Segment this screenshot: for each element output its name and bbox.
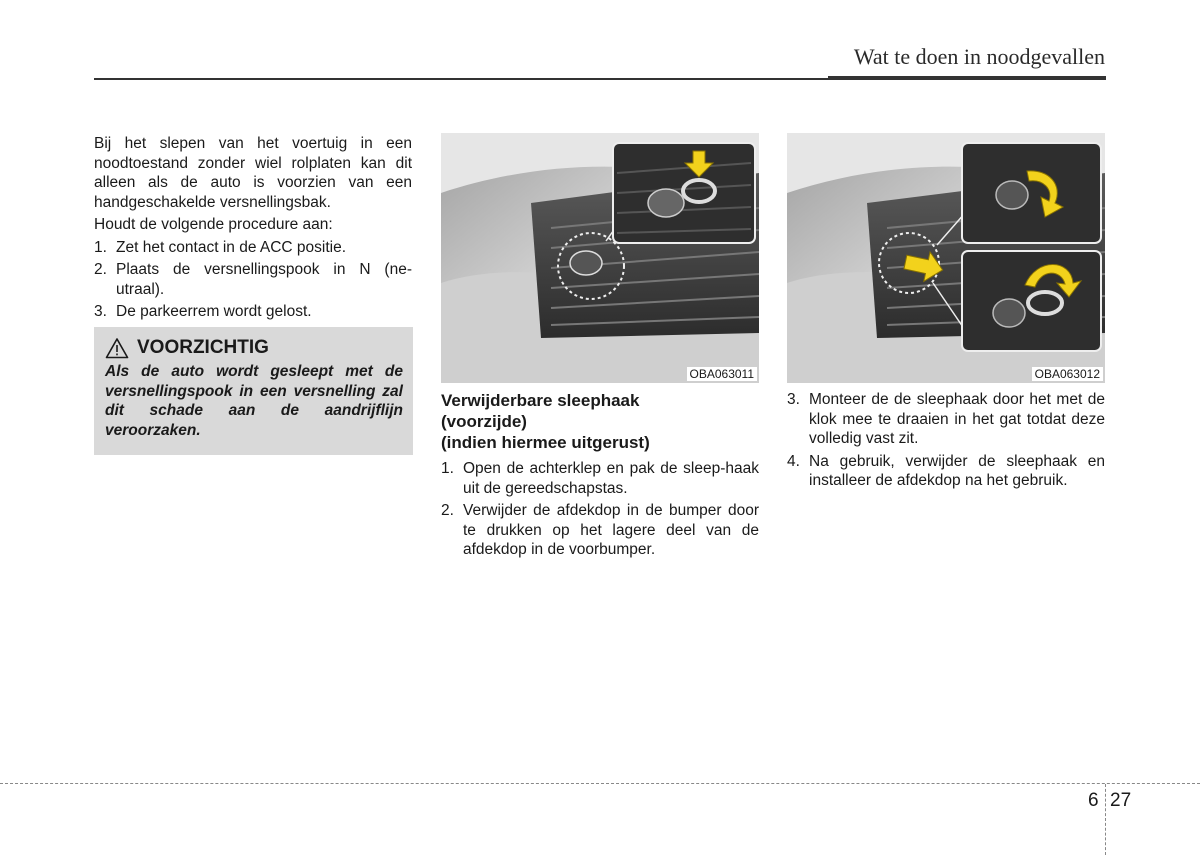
step-text: Plaats de versnellingspook in N (ne-utraal). <box>116 261 412 298</box>
left-column <box>94 134 412 325</box>
middle-column <box>441 390 759 563</box>
caution-text: Als de auto wordt gesleept met de versnellingspook in een versnelling zal dit schade aan de aandrijflijn veroorzaken. <box>105 363 403 439</box>
section-title-line: (voorzijde) <box>441 412 527 431</box>
step-text: Na gebruik, verwijder de sleephaak en installeer de afdekdop na het gebruik. <box>809 452 1105 489</box>
step-number: 1. <box>441 460 454 477</box>
list-item <box>94 238 412 258</box>
step-number: 1. <box>94 238 107 256</box>
list-item <box>787 390 1105 449</box>
caution-title: VOORZICHTIG <box>137 337 269 358</box>
chapter-number: 6 <box>1088 790 1099 811</box>
list-item <box>441 501 759 560</box>
list-item <box>441 459 759 498</box>
step-text: Monteer de de sleephaak door het met de klok mee te draaien in het gat totdat deze volledig vast zit. <box>809 391 1105 447</box>
list-item <box>94 260 412 299</box>
bumper-illustration <box>787 133 1105 383</box>
right-column <box>787 390 1105 494</box>
section-title-line: Verwijderbare sleephaak <box>441 391 640 410</box>
tow-hook-steps <box>441 459 759 560</box>
step-text: De parkeerrem wordt gelost. <box>116 303 312 320</box>
caution-box <box>94 327 413 455</box>
list-item <box>94 302 412 322</box>
list-item <box>787 452 1105 491</box>
step-text: Open de achterklep en pak de sleep-haak uit de gereedschapstas. <box>463 460 759 497</box>
procedure-intro: Houdt de volgende procedure aan: <box>94 216 333 233</box>
caution-header <box>105 337 403 359</box>
figure-tow-hook-install <box>787 133 1105 383</box>
figure-tow-hook-cover <box>441 133 759 383</box>
footer-divider <box>0 783 1200 784</box>
step-number: 3. <box>787 391 800 408</box>
step-text: Verwijder de afdekdop in de bumper door te drukken op het lagere deel van de afdekdop in de voorbumper. <box>463 502 759 558</box>
tow-hook-steps-continued <box>787 390 1105 491</box>
step-number: 4. <box>787 452 800 470</box>
step-number: 3. <box>94 303 107 320</box>
page-number-divider <box>1105 784 1106 855</box>
intro-paragraph: Bij het slepen van het voertuig in een noodtoestand zonder wiel rolplaten kan dit alleen als de auto is voorzien van een handgeschakelde versnellingsbak. <box>94 135 412 211</box>
page-header-title: Wat te doen in noodgevallen <box>853 44 1105 69</box>
step-text: Zet het contact in de ACC positie. <box>116 238 347 256</box>
warning-triangle-icon <box>105 337 129 359</box>
section-title-line: (indien hiermee uitgerust) <box>441 433 650 452</box>
page-number: 27 <box>1110 790 1132 811</box>
section-title <box>441 390 759 453</box>
step-number: 2. <box>94 261 107 278</box>
bumper-illustration <box>441 133 759 383</box>
procedure-steps <box>94 238 412 322</box>
figure-code: OBA063011 <box>687 367 758 381</box>
step-number: 2. <box>441 502 454 519</box>
figure-code: OBA063012 <box>1032 367 1103 381</box>
header-rule-accent <box>828 76 1106 80</box>
